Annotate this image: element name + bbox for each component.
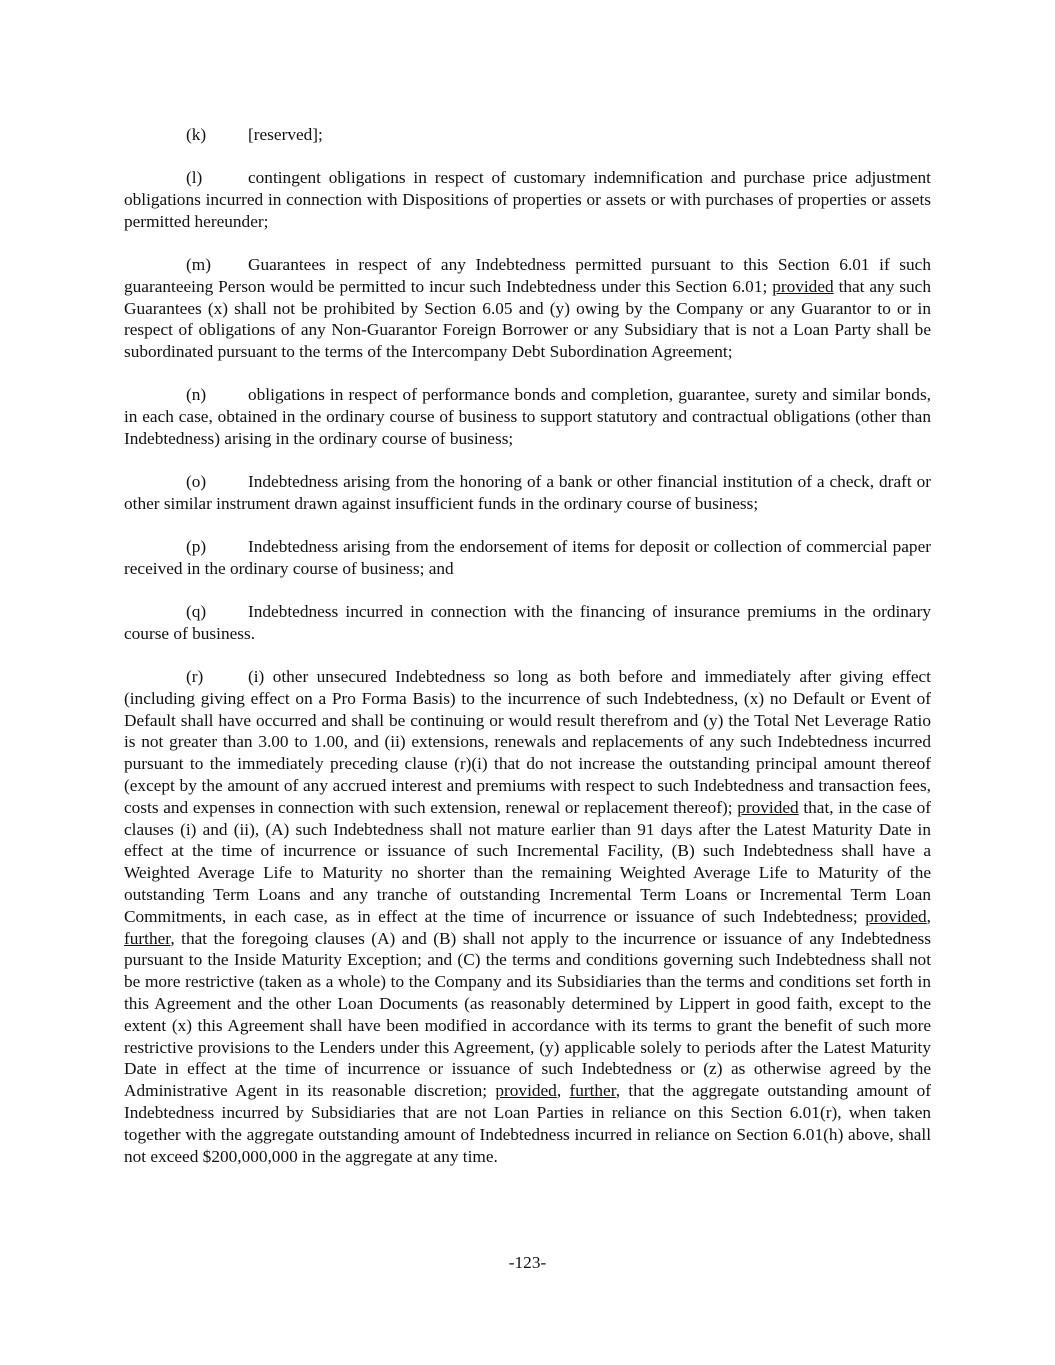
paragraph-text: Indebtedness arising from the endorsement of items for deposit or collection of commercial paper received in the ordinary course of business; and	[124, 537, 931, 578]
paragraph-text: [reserved];	[248, 125, 323, 144]
paragraph-label: (n)	[186, 385, 207, 405]
paragraph-label: (p)	[186, 537, 207, 557]
page-number: -123-	[508, 1253, 547, 1272]
paragraph-n	[124, 384, 931, 449]
underlined-term: provided	[737, 797, 799, 817]
paragraph-m	[124, 254, 931, 363]
paragraph-p	[124, 536, 931, 580]
paragraph-text: that, in the case of clauses (i) and (ii), (A) such Indebtedness shall not mature earlier than 91 days after the Latest Maturity Date in effect at the time of incurrence or issuance of such Incremental Facility, (B) such Indebtedness shall have a Weighted Average Life to Maturity no shorter than the remaining Weighted Average Life to Maturity of the outstanding Term Loans and any tranche of outstanding Incremental Term Loans or Incremental Term Loan Commitments, in each case, as in effect at the time of incurrence or issuance of such Indebtedness;	[124, 797, 931, 926]
paragraph-text: , that the aggregate outstanding amount of Indebtedness incurred by Subsidiaries that are not Loan Parties in reliance on this Section 6.01(r), when taken together with the aggregate outstanding amount of Indebtedness incurred in reliance on Section 6.01(h) above, shall not exceed $200,000,000 in the aggregate at any time.	[124, 1081, 931, 1166]
underlined-term: further	[569, 1081, 616, 1101]
paragraph-text: contingent obligations in respect of customary indemnification and purchase price adjustment obligations incurred in connection with Dispositions of properties or assets or with purchases of properties or assets permitted hereunder;	[124, 168, 931, 231]
paragraph-label: (q)	[186, 602, 207, 622]
paragraph-text: Guarantees in respect of any Indebtedness permitted pursuant to this Section 6.01 if such guaranteeing Person would be permitted to incur such Indebtedness under this Section 6.01;	[124, 254, 931, 296]
document-body	[124, 124, 931, 1167]
paragraph-label: (m)	[186, 254, 211, 274]
paragraph-label: (r)	[186, 667, 204, 687]
paragraph-o	[124, 471, 931, 515]
paragraph-label: (l)	[186, 168, 203, 188]
paragraph-q	[124, 601, 931, 645]
underlined-term: provided	[772, 276, 834, 296]
paragraph-text: , that the foregoing clauses (A) and (B) shall not apply to the incurrence or issuance of any Indebtedness pursuant to the Inside Maturity Exception; and (C) the terms and conditions governing such Indebtedness shall not be more restrictive (taken as a whole) to the Company and its Subsidiaries than the terms and conditions set forth in this Agreement and the other Loan Documents (as reasonably determined by Lippert in good faith, except to the extent (x) this Agreement shall have been modified in accordance with its terms to grant the benefit of such more restrictive provisions to the Lenders under this Agreement, (y) applicable solely to periods after the Latest Maturity Date in effect at the time of incurrence or issuance of such Indebtedness or (z) as otherwise agreed by the Administrative Agent in its reasonable discretion;	[124, 928, 931, 1101]
underlined-term: provided	[495, 1081, 557, 1101]
paragraph-text: ,	[926, 906, 931, 926]
paragraph-text: Indebtedness incurred in connection with the financing of insurance premiums in the ordinary course of business.	[124, 602, 931, 643]
paragraph-l	[124, 167, 931, 232]
paragraph-text: (i) other unsecured Indebtedness so long as both before and immediately after giving effect (including giving effect on a Pro Forma Basis) to the incurrence of such Indebtedness, (x) no Default or Event of Default shall have occurred and shall be continuing or would result therefrom and (y) the Total Net Leverage Ratio is not greater than 3.00 to 1.00, and (ii) extensions, renewals and replacements of any such Indebtedness incurred pursuant to the immediately preceding clause (r)(i) that do not increase the outstanding principal amount thereof (except by the amount of any accrued interest and premiums with respect to such Indebtedness and transaction fees, costs and expenses in connection with such extension, renewal or replacement thereof);	[124, 667, 931, 817]
underlined-term: provided	[865, 906, 927, 926]
paragraph-text: Indebtedness arising from the honoring of a bank or other financial institution of a check, draft or other similar instrument drawn against insufficient funds in the ordinary course of business;	[124, 472, 931, 513]
paragraph-r	[124, 666, 931, 1167]
paragraph-label: (o)	[186, 472, 207, 492]
paragraph-text: obligations in respect of performance bonds and completion, guarantee, surety and similar bonds, in each case, obtained in the ordinary course of business to support statutory and contractual obligations (other than Indebtedness) arising in the ordinary course of business;	[124, 385, 931, 448]
paragraph-k	[124, 124, 931, 146]
paragraph-text: ,	[556, 1081, 570, 1101]
paragraph-label: (k)	[186, 125, 207, 144]
paragraph-text: that any such Guarantees (x) shall not be prohibited by Section 6.05 and (y) owing by the Company or any Guarantor to or in respect of obligations of any Non-Guarantor Foreign Borrower or any Subsidiary that is not a Loan Party shall be subordinated pursuant to the terms of the Intercompany Debt Subordination Agreement;	[124, 276, 931, 362]
underlined-term: further	[124, 928, 171, 948]
